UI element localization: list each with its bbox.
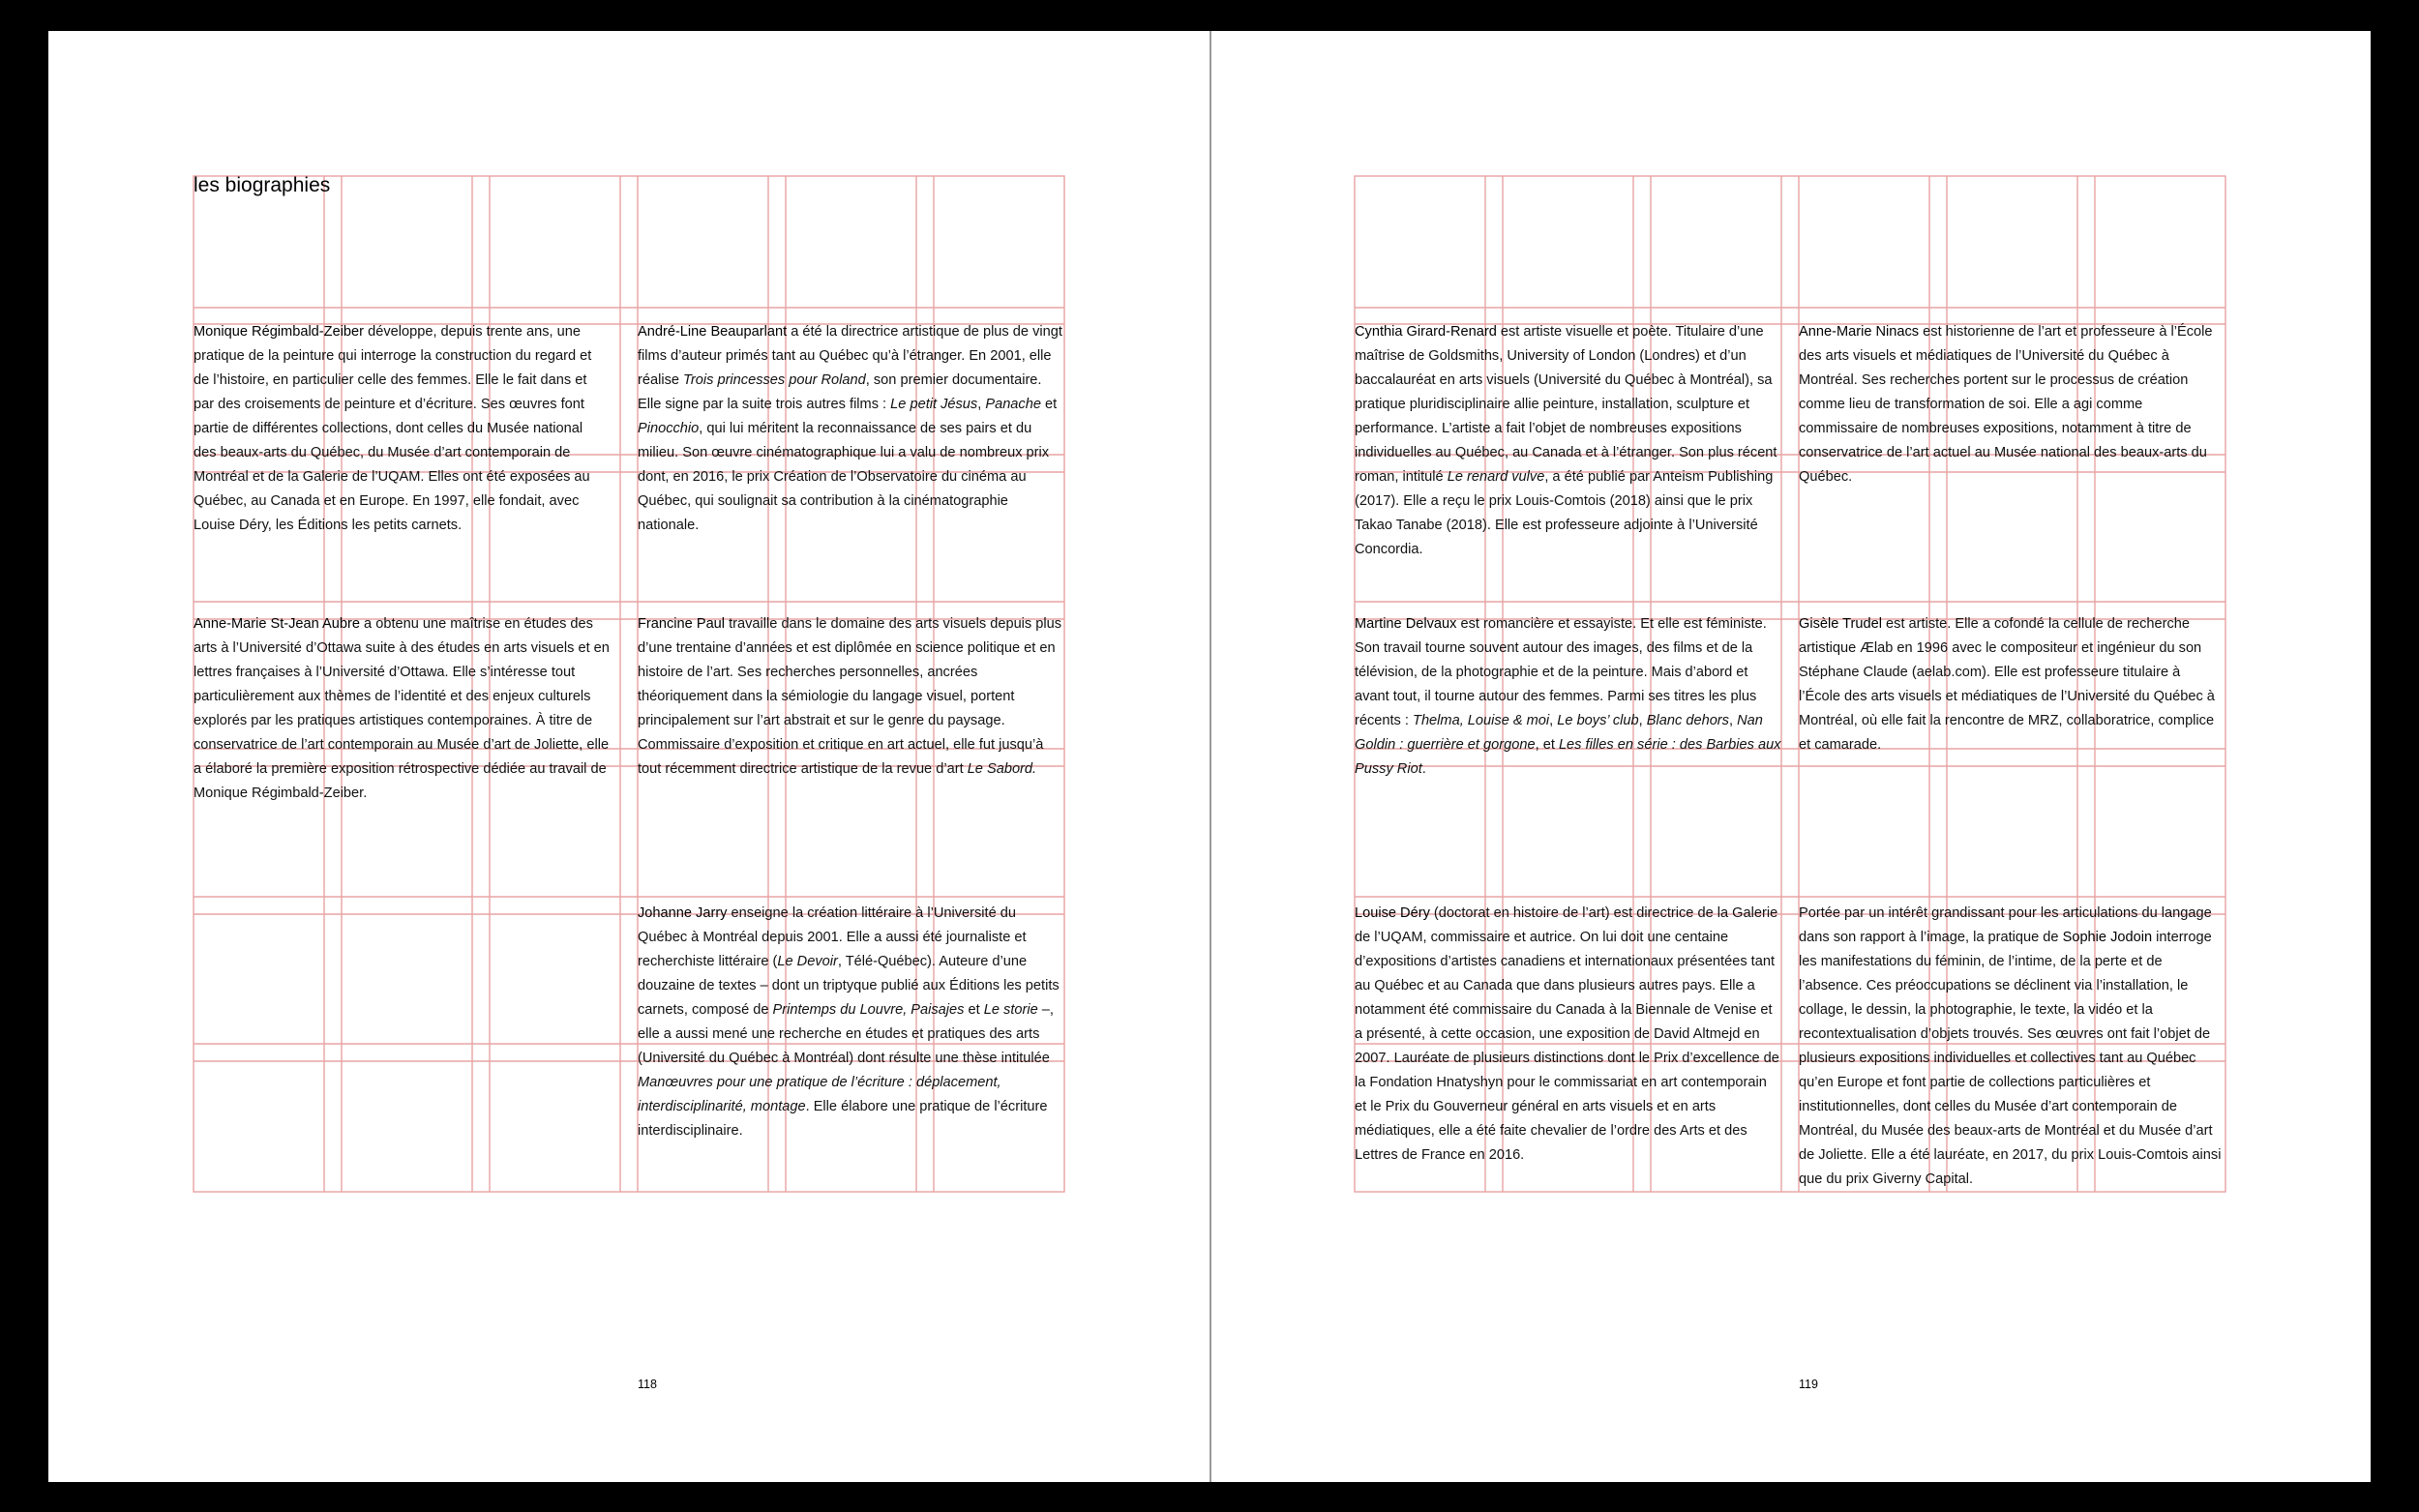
bio-text: , qui lui méritent la reconnaissance de ses pairs et du milieu. Son œuvre cinématographique lui a valu de nombreux prix dont, en 2016, le prix Création de l’Observatoire du cinéma au Québec, qui soulignait sa contribution à la cinématographie nationale. [638, 421, 1050, 533]
bio-title-italic: Panache [985, 397, 1041, 412]
bio-name: Gisèle Trudel [1799, 616, 1882, 632]
page-number: 119 [1799, 1378, 1818, 1391]
bio-trudel [1799, 612, 2225, 757]
bio-name: Cynthia Girard-Renard [1355, 324, 1497, 340]
bio-text: , [977, 397, 986, 412]
bio-title-italic: Le storie [983, 1002, 1038, 1018]
bio-name: André-Line Beauparlant [638, 324, 788, 340]
bio-text: (doctorat en histoire de l’art) est directrice de la Galerie de l’UQAM, commissaire et autrice. On lui doit une centaine d’expositions d’artistes canadiens et internationaux présentées tant au Québec et au Canada que dans plusieurs autres pays. Elle a notamment été commissaire du Canada à la Biennale de Venise et a présenté, à cette occasion, une exposition de David Altmejd en 2007. Lauréate de plusieurs distinctions dont le Prix d’excellence de la Fondation Hnatyshyn pour le commissariat en art contemporain et le Prix du Gouverneur général en arts visuels et en arts médiatiques, elle a été faite chevalier de l’ordre des Arts et des Lettres de France en 2016. [1355, 905, 1779, 1163]
section-title: les biographies [194, 174, 331, 196]
bio-text: est artiste. Elle a cofondé la cellule de recherche artistique Ælab en 1996 avec le compositeur et ingénieur du son Stéphane Claude (aelab.com). Elle est professeure titulaire à l’École des arts visuels et médiatiques de l’Université du Québec à Montréal, où elle fait la rencontre de MRZ, collaboratrice, complice et camarade. [1799, 616, 2215, 753]
bio-text: est romancière et essayiste. Et elle est féministe. Son travail tourne souvent autour des images, des films et de la télévision, de la photographie et de la peinture. Mais d’abord et avant tout, il tourne autour des femmes. Parmi ses titres les plus récents : [1355, 616, 1767, 728]
bio-dery [1355, 902, 1781, 1168]
bio-text: , et [1535, 737, 1559, 753]
bio-text: interroge les manifestations du féminin, de l’intime, de la perte et de l’absence. Ces préoccupations se déclinent via l’installation, le collage, le dessin, la photographie, le texte, la vidéo et la recontextualisation d’objets trouvés. Ses œuvres ont fait l’objet de plusieurs expositions individuelles et collectives tant au Québec qu’en Europe et font partie de collections particulières et institutionnelles, dont celles du Musée d’art contemporain de Montréal, du Musée des beaux-arts de Montréal et du Musée d’art de Joliette. Elle a été lauréate, en 2017, du prix Louis-Comtois ainsi que du prix Giverny Capital. [1799, 930, 2222, 1187]
page-number: 118 [638, 1378, 657, 1391]
bio-delvaux [1355, 612, 1781, 782]
bio-paul [638, 612, 1064, 782]
bio-text: a été la directrice artistique de plus de vingt films d’auteur primés tant au Québec qu’à l’étranger. En 2001, elle réalise [638, 324, 1062, 388]
bio-text: développe, depuis trente ans, une pratique de la peinture qui interroge la construction du regard et de l’histoire, en particulier celle des femmes. Elle le fait dans et par des croisements de peinture et d’écriture. Ses œuvres font partie de différentes collections, dont celles du Musée national des beaux-arts du Québec, du Musée d’art contemporain de Montréal et de la Galerie de l’UQAM. Elles ont été exposées au Québec, au Canada et en Europe. En 1997, elle fondait, avec Louise Déry, les Éditions les petits carnets. [194, 324, 592, 533]
bio-text: , a été publié par Anteism Publishing (2017). Elle a reçu le prix Louis-Comtois (2018) ainsi que le prix Takao Tanabe (2018). Elle est professeure adjointe à l’Université Concordia. [1355, 469, 1774, 557]
bio-regimbald [194, 320, 600, 538]
bio-beauparlant [638, 320, 1064, 538]
bio-title-italic: Le renard vulve [1447, 469, 1545, 485]
bio-girard [1355, 320, 1781, 562]
bio-text: est artiste visuelle et poète. Titulaire d’une maîtrise de Goldsmiths, University of London (Londres) et d’un baccalauréat en arts visuels (Université du Québec à Montréal), sa pratique pluridisciplinaire allie peinture, installation, sculpture et performance. L’artiste a fait l’objet de nombreuses expositions individuelles au Québec, au Canada et à l’étranger. Son plus récent roman, intitulé [1355, 324, 1777, 485]
bio-title-italic: Le Sabord. [967, 761, 1037, 777]
bio-title-italic: Le boys’ club [1557, 713, 1639, 728]
bio-name: Sophie Jodoin [2062, 930, 2153, 945]
bio-title-italic: Le petit Jésus [890, 397, 978, 412]
left-page [48, 31, 1210, 1482]
bio-text: travaille dans le domaine des arts visuels depuis plus d’une trentaine d’années et est diplômée en science politique et en histoire de l’art. Ses recherches personnelles, ancrées théoriquement dans la sémiologie du langage visuel, portent principalement sur l’art abstrait et sur le genre du paysage. Commissaire d’exposition et critique en art actuel, elle fut jusqu’à tout récemment directrice artistique de la revue d’art [638, 616, 1062, 777]
bio-text: . Elle élabore une pratique de l’écriture interdisciplinaire. [638, 1099, 1048, 1139]
bio-title-italic: Les filles en série : des Barbies aux Pussy Riot [1355, 737, 1781, 777]
bio-text: enseigne la création littéraire à l’Université du Québec à Montréal depuis 2001. Elle a aussi été journaliste et recherchiste littéraire ( [638, 905, 1027, 969]
bio-text: , Télé-Québec). Auteure d’une douzaine de textes – dont un triptyque publié aux Éditions les petits carnets, composé de [638, 954, 1060, 1018]
bio-text: . [1421, 761, 1426, 777]
bio-text: , son premier documentaire. Elle signe par la suite trois autres films : [638, 372, 1042, 412]
bio-title-italic: Pinocchio [638, 421, 700, 436]
right-page [1211, 31, 2371, 1482]
bio-name: Martine Delvaux [1355, 616, 1457, 632]
bio-text: a obtenu une maîtrise en études des arts à l’Université d’Ottawa suite à des études en arts visuels et en lettres françaises à l’Université d’Ottawa. Elle s’intéresse tout particulièrement aux thèmes de l’identité et des enjeux culturels explorés par les pratiques artistiques contemporaines. À titre de conservatrice de l’art contemporain au Musée d’art de Joliette, elle a élaboré la première exposition rétrospective dédiée au travail de Monique Régimbald-Zeiber. [194, 616, 610, 801]
bio-title-italic: Manœuvres pour une pratique de l’écriture : déplacement, interdisciplinarité, montage [638, 1075, 1001, 1114]
bio-text: , [1638, 713, 1647, 728]
bio-title-italic: Nan Goldin : guerrière et gorgone [1355, 713, 1763, 753]
bio-name: Francine Paul [638, 616, 726, 632]
bio-intro: Portée par un intérêt grandissant pour les articulations du langage dans son rapport à l’image, la pratique de [1799, 905, 2212, 945]
bio-text: et [964, 1002, 984, 1018]
bio-text: , [1728, 713, 1738, 728]
bio-title-italic: Printemps du Louvre, Paisajes [772, 1002, 965, 1018]
bio-name: Anne-Marie St-Jean Aubre [194, 616, 360, 632]
bio-text: est historienne de l’art et professeure à l’École des arts visuels et médiatiques de l’Université du Québec à Montréal. Ses recherches portent sur le processus de création comme lieu de transformation de soi. Elle a agi comme commissaire de nombreuses expositions, notamment à titre de conservatrice de l’art actuel au Musée national des beaux-arts du Québec. [1799, 324, 2213, 485]
bio-title-italic: Le Devoir [777, 954, 838, 969]
bio-text: , [1549, 713, 1558, 728]
bio-ninacs [1799, 320, 2225, 489]
bio-jarry [638, 902, 1064, 1143]
bio-name: Louise Déry [1355, 905, 1430, 921]
bio-title-italic: Thelma, Louise & moi [1413, 713, 1550, 728]
bio-title-italic: Trois princesses pour Roland [683, 372, 866, 388]
bio-name: Anne-Marie Ninacs [1799, 324, 1920, 340]
bio-jodoin [1799, 902, 2225, 1192]
bio-text: –, elle a aussi mené une recherche en études et pratiques des arts (Université du Québec à Montréal) dont résulte une thèse intitulée [638, 1002, 1054, 1066]
bio-title-italic: Blanc dehors [1646, 713, 1729, 728]
bio-stjean [194, 612, 620, 806]
bio-text: et [1040, 397, 1058, 412]
bio-name: Monique Régimbald-Zeiber [194, 324, 365, 340]
bio-name: Johanne Jarry [638, 905, 728, 921]
